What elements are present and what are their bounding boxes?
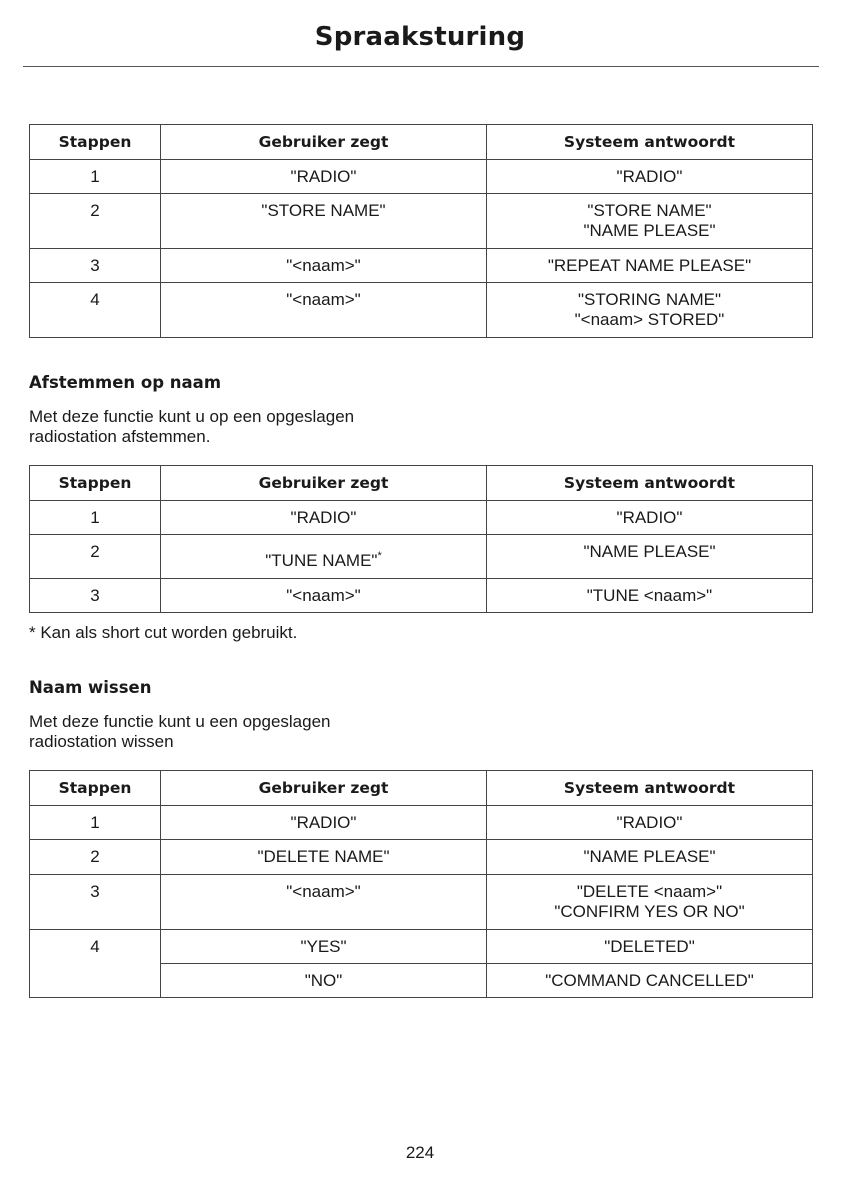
section-text-delete xyxy=(29,712,449,752)
table-row xyxy=(30,283,813,338)
user-says: "RADIO" xyxy=(161,501,487,535)
delete-name-table xyxy=(29,770,813,998)
user-says xyxy=(161,535,487,579)
step-number: 3 xyxy=(30,875,161,930)
step-number: 2 xyxy=(30,840,161,875)
system-responds xyxy=(487,806,813,840)
header-systeem-antwoordt: Systeem antwoordt xyxy=(487,125,813,160)
system-line: "STORE NAME" xyxy=(587,201,712,220)
page-title: Spraaksturing xyxy=(314,22,526,52)
step-number: 4 xyxy=(30,930,161,998)
system-line: "RADIO" xyxy=(616,813,683,832)
user-says: "<naam>" xyxy=(161,875,487,930)
header-gebruiker-zegt: Gebruiker zegt xyxy=(161,125,487,160)
user-says: "<naam>" xyxy=(161,249,487,283)
table-header-row xyxy=(30,125,813,160)
step-number: 1 xyxy=(30,501,161,535)
step-number: 2 xyxy=(30,535,161,579)
table-row xyxy=(30,806,813,840)
title-divider xyxy=(23,66,819,67)
system-responds xyxy=(487,249,813,283)
step-number: 1 xyxy=(30,806,161,840)
user-says-text: "TUNE NAME" xyxy=(265,551,378,570)
table-row xyxy=(30,930,813,964)
system-line: "NAME PLEASE" xyxy=(583,847,716,866)
user-says: "RADIO" xyxy=(161,160,487,194)
system-responds: "TUNE <naam>" xyxy=(487,579,813,613)
section-heading-delete: Naam wissen xyxy=(29,678,152,697)
system-line: "REPEAT NAME PLEASE" xyxy=(547,256,752,275)
table-row xyxy=(30,501,813,535)
system-line: "<naam> STORED" xyxy=(574,310,725,329)
table-row xyxy=(30,160,813,194)
table-header-row xyxy=(30,771,813,806)
footnote: * Kan als short cut worden gebruikt. xyxy=(29,623,298,642)
system-responds xyxy=(487,160,813,194)
system-responds: "COMMAND CANCELLED" xyxy=(487,964,813,998)
system-responds xyxy=(487,840,813,875)
system-line: "RADIO" xyxy=(616,167,683,186)
section-heading-tune: Afstemmen op naam xyxy=(29,373,222,392)
user-says: "NO" xyxy=(161,964,487,998)
system-responds: "RADIO" xyxy=(487,501,813,535)
user-says: "<naam>" xyxy=(161,579,487,613)
footnote-marker: * xyxy=(377,550,382,562)
page-number: 224 xyxy=(405,1143,435,1162)
user-says: "STORE NAME" xyxy=(161,194,487,249)
header-systeem-antwoordt: Systeem antwoordt xyxy=(487,771,813,806)
table-row xyxy=(30,535,813,579)
system-line: "CONFIRM YES OR NO" xyxy=(554,902,745,921)
header-stappen: Stappen xyxy=(30,125,161,160)
user-says: "DELETE NAME" xyxy=(161,840,487,875)
table-row xyxy=(30,579,813,613)
store-name-table xyxy=(29,124,813,338)
header-stappen: Stappen xyxy=(30,466,161,501)
table-row xyxy=(30,875,813,930)
tune-name-table xyxy=(29,465,813,613)
system-responds: "DELETED" xyxy=(487,930,813,964)
system-responds xyxy=(487,283,813,338)
user-says: "<naam>" xyxy=(161,283,487,338)
text-line: radiostation afstemmen. xyxy=(29,427,211,446)
text-line: Met deze functie kunt u op een opgeslagen xyxy=(29,407,355,426)
system-line: "STORING NAME" xyxy=(577,290,722,309)
header-gebruiker-zegt: Gebruiker zegt xyxy=(161,771,487,806)
text-line: Met deze functie kunt u een opgeslagen xyxy=(29,712,331,731)
table-header-row xyxy=(30,466,813,501)
section-text-tune xyxy=(29,407,449,447)
system-line: "NAME PLEASE" xyxy=(583,221,716,240)
table-row xyxy=(30,249,813,283)
table-row xyxy=(30,194,813,249)
user-says: "RADIO" xyxy=(161,806,487,840)
header-stappen: Stappen xyxy=(30,771,161,806)
step-number: 3 xyxy=(30,579,161,613)
system-line: "DELETE <naam>" xyxy=(576,882,723,901)
system-responds xyxy=(487,194,813,249)
step-number: 1 xyxy=(30,160,161,194)
system-responds: "NAME PLEASE" xyxy=(487,535,813,579)
text-line: radiostation wissen xyxy=(29,732,174,751)
system-responds xyxy=(487,875,813,930)
step-number: 4 xyxy=(30,283,161,338)
header-systeem-antwoordt: Systeem antwoordt xyxy=(487,466,813,501)
step-number: 2 xyxy=(30,194,161,249)
header-gebruiker-zegt: Gebruiker zegt xyxy=(161,466,487,501)
table-row xyxy=(30,840,813,875)
step-number: 3 xyxy=(30,249,161,283)
user-says: "YES" xyxy=(161,930,487,964)
